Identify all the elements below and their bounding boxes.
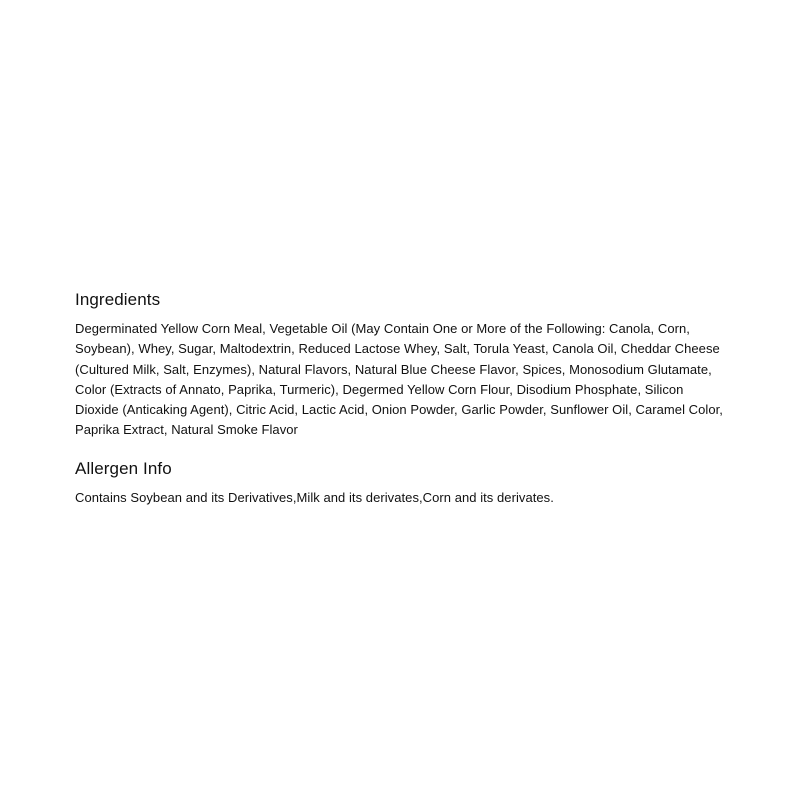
allergen-heading: Allergen Info: [75, 458, 172, 478]
allergen-section: [75, 458, 725, 508]
ingredients-heading: Ingredients: [75, 290, 161, 309]
allergen-text: Contains Soybean and its Derivatives,Milk and its derivates,Corn and its derivates.: [75, 489, 554, 505]
ingredients-text: Degerminated Yellow Corn Meal, Vegetable Oil (May Contain One or More of the Following: Canola, Corn, Soybean), Whey, Sugar, Maltodextrin, Reduced Lactose Whey, Salt, Torula Yeast, Canola Oil, Cheddar Cheese (Cultured Milk, Salt, Enzymes), Natural Flavors, Natural Blue Cheese Flavor, Spices, Monosodium Glutamate, Color (Extracts of Annato, Paprika, Turmeric), Degermed Yellow Corn Flour, Disodium Phosphate, Silicon Dioxide (Anticaking Agent), Citric Acid, Lactic Acid, Onion Powder, Garlic Powder, Sunflower Oil, Caramel Color, Paprika Extract, Natural Smoke Flavor: [75, 321, 723, 438]
ingredients-section: [75, 289, 725, 441]
product-info: [75, 289, 725, 508]
